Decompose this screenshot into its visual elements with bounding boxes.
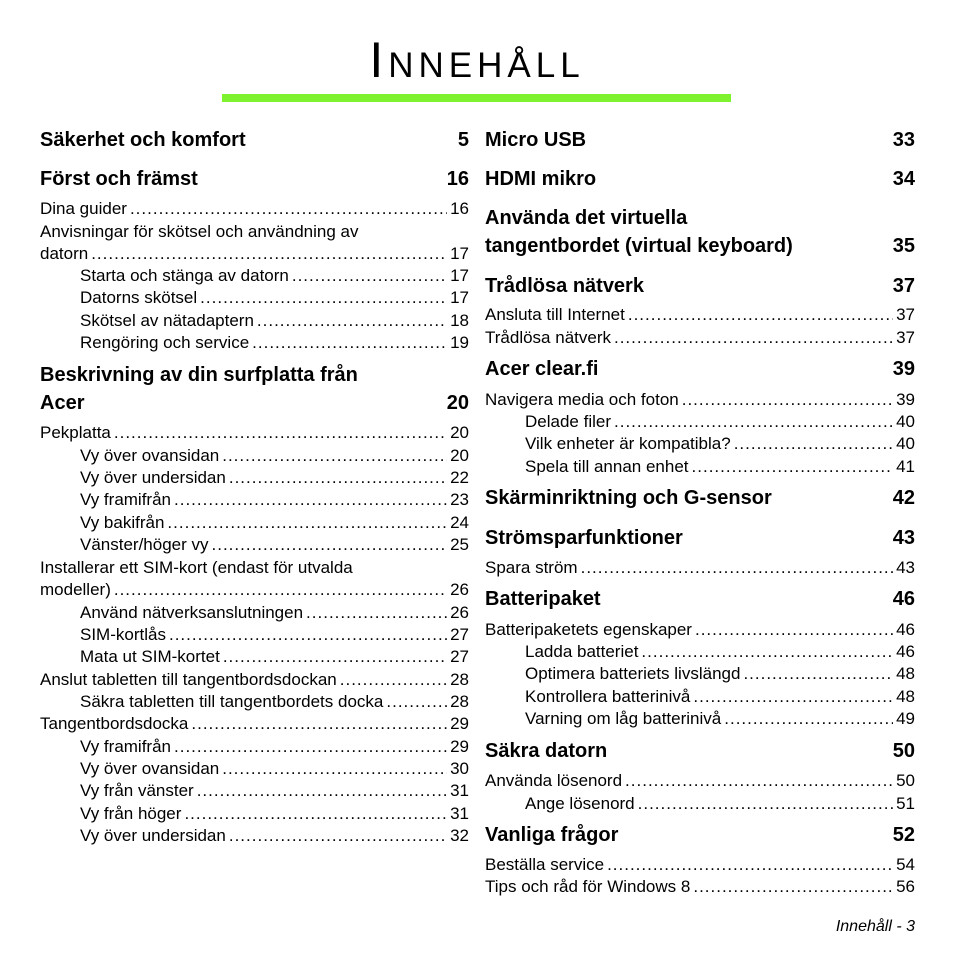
toc-entry-title: Vy över undersidan xyxy=(80,826,226,845)
dot-leader xyxy=(114,580,447,600)
toc-heading[interactable] xyxy=(40,392,469,415)
toc-page-number: 40 xyxy=(896,434,915,453)
toc-page-number: 46 xyxy=(896,620,915,639)
toc-page-number: 23 xyxy=(450,490,469,509)
toc-entry-title: Säkra tabletten till tangentbordets docka xyxy=(80,692,384,711)
dot-leader xyxy=(257,311,447,331)
toc-page-number: 52 xyxy=(892,824,915,846)
toc-page-number: 22 xyxy=(450,468,469,487)
toc-entry[interactable] xyxy=(485,328,915,348)
toc-entry-title: Vy över undersidan xyxy=(80,468,226,487)
dot-leader xyxy=(292,266,447,286)
toc-entry-title: Tangentbordsdocka xyxy=(40,714,189,733)
toc-entry-title: Acer clear.fi xyxy=(485,358,599,380)
dot-leader xyxy=(212,535,448,555)
toc-entry[interactable] xyxy=(40,423,469,443)
toc-entry-title: Använd nätverksanslutningen xyxy=(80,603,304,622)
dot-leader xyxy=(693,687,893,707)
toc-entry-title: Rengöring och service xyxy=(80,333,250,352)
toc-entry[interactable] xyxy=(40,647,469,667)
dot-leader xyxy=(581,558,893,578)
toc-heading[interactable] xyxy=(485,358,915,381)
toc-heading[interactable] xyxy=(40,168,469,191)
toc-page-number: 39 xyxy=(896,390,915,409)
toc-entry-title: Pekplatta xyxy=(40,423,111,442)
dot-leader xyxy=(692,457,894,477)
toc-entry-title: Micro USB xyxy=(485,129,587,151)
toc-entry[interactable] xyxy=(40,333,469,353)
toc-entry-title-line: Beskrivning av din surfplatta från xyxy=(40,364,358,386)
toc-entry-title: Först och främst xyxy=(40,168,198,190)
toc-entry-title: Ladda batteriet xyxy=(525,642,639,661)
toc-entry[interactable] xyxy=(40,266,469,286)
toc-page-number: 17 xyxy=(450,244,469,263)
page-footer: Innehåll - 3 xyxy=(835,918,915,935)
dot-leader xyxy=(223,647,447,667)
toc-entry[interactable] xyxy=(485,771,915,791)
dot-leader xyxy=(222,759,447,779)
toc-entry-title: Delade filer xyxy=(525,412,611,431)
dot-leader xyxy=(229,826,447,846)
toc-entry[interactable] xyxy=(40,714,469,734)
toc-entry-title: Batteripaket xyxy=(485,588,601,610)
toc-page-number: 20 xyxy=(446,392,469,414)
dot-leader xyxy=(638,794,893,814)
toc-heading[interactable] xyxy=(485,168,915,191)
toc-page-number: 50 xyxy=(896,771,915,790)
toc-entry[interactable] xyxy=(40,288,469,308)
dot-leader xyxy=(628,305,893,325)
toc-entry-title: Vy från höger xyxy=(80,804,182,823)
dot-leader xyxy=(252,333,447,353)
toc-page-number: 42 xyxy=(892,487,915,509)
dot-leader xyxy=(229,468,447,488)
toc-heading[interactable] xyxy=(485,824,915,847)
toc-page-number: 56 xyxy=(896,877,915,896)
toc-page-number: 49 xyxy=(896,709,915,728)
toc-page-number: 46 xyxy=(896,642,915,661)
toc-entry[interactable] xyxy=(40,804,469,824)
toc-page-number: 35 xyxy=(892,235,915,257)
dot-leader xyxy=(724,709,893,729)
toc-page-number: 33 xyxy=(892,129,915,151)
toc-entry-title: Vänster/höger vy xyxy=(80,535,209,554)
toc-entry[interactable] xyxy=(40,826,469,846)
toc-entry-title: Mata ut SIM-kortet xyxy=(80,647,220,666)
toc-entry[interactable] xyxy=(485,642,915,662)
dot-leader xyxy=(695,620,893,640)
toc-page-number: 27 xyxy=(450,647,469,666)
toc-heading[interactable] xyxy=(485,275,915,298)
toc-entry[interactable] xyxy=(40,513,469,533)
toc-entry[interactable] xyxy=(485,855,915,875)
toc-entry-title: Navigera media och foton xyxy=(485,390,679,409)
toc-page-number: 43 xyxy=(896,558,915,577)
toc-page-number: 37 xyxy=(896,328,915,347)
toc-entry-title: Använda lösenord xyxy=(485,771,623,790)
toc-page-number: 37 xyxy=(892,275,915,297)
toc-entry-title: Vy bakifrån xyxy=(80,513,165,532)
toc-entry[interactable] xyxy=(485,412,915,432)
dot-leader xyxy=(174,490,447,510)
toc-heading[interactable] xyxy=(485,129,915,152)
toc-entry-title: tangentbordet (virtual keyboard) xyxy=(485,235,793,257)
toc-page-number: 54 xyxy=(896,855,915,874)
toc-page-number: 24 xyxy=(450,513,469,532)
toc-entry-title: Datorns skötsel xyxy=(80,288,198,307)
toc-entry-title: Vilk enheter är kompatibla? xyxy=(525,434,731,453)
toc-entry-title: Batteripaketets egenskaper xyxy=(485,620,692,639)
toc-entry-title: Kontrollera batterinivå xyxy=(525,687,691,706)
toc-page-number: 31 xyxy=(450,804,469,823)
toc-entry-title: Spela till annan enhet xyxy=(525,457,689,476)
toc-page-number: 31 xyxy=(450,781,469,800)
toc-entry-title-line: Använda det virtuella xyxy=(485,207,688,229)
toc-entry[interactable] xyxy=(485,434,915,454)
toc-entry-title-line: Installerar ett SIM-kort (endast för utvalda xyxy=(40,558,353,577)
toc-page-number: 46 xyxy=(892,588,915,610)
toc-page-number: 17 xyxy=(450,288,469,307)
toc-entry[interactable] xyxy=(40,468,469,488)
toc-entry[interactable] xyxy=(40,625,469,645)
dot-leader xyxy=(130,199,447,219)
toc-heading[interactable] xyxy=(485,527,915,550)
toc-page-number: 28 xyxy=(450,670,469,689)
dot-leader xyxy=(222,446,447,466)
toc-entry[interactable] xyxy=(40,692,469,712)
toc-entry-title: Optimera batteriets livslängd xyxy=(525,664,741,683)
dot-leader xyxy=(607,855,893,875)
toc-entry[interactable] xyxy=(40,446,469,466)
toc-entry-title: Beställa service xyxy=(485,855,605,874)
toc-entry[interactable] xyxy=(40,670,469,690)
toc-entry[interactable] xyxy=(40,781,469,801)
toc-page-number: 43 xyxy=(892,527,915,549)
toc-page-number: 26 xyxy=(450,603,469,622)
toc-entry-title: Acer xyxy=(40,392,85,414)
toc-entry[interactable] xyxy=(40,244,469,264)
toc-entry[interactable] xyxy=(485,687,915,707)
dot-leader xyxy=(693,877,893,897)
dot-leader xyxy=(734,434,893,454)
toc-page-number: 41 xyxy=(896,457,915,476)
toc-entry[interactable] xyxy=(485,457,915,477)
toc-entry-title: Vy över ovansidan xyxy=(80,446,220,465)
toc-page-number: 16 xyxy=(446,168,469,190)
toc-entry-title: Skötsel av nätadaptern xyxy=(80,311,254,330)
toc-page-number: 26 xyxy=(450,580,469,599)
dot-leader xyxy=(340,670,447,690)
toc-entry-title: Vy från vänster xyxy=(80,781,194,800)
page-title: Innehåll xyxy=(369,32,585,88)
dot-leader xyxy=(614,412,893,432)
toc-page-number: 51 xyxy=(896,794,915,813)
dot-leader xyxy=(306,603,447,623)
toc-entry-title: Skärminriktning och G-sensor xyxy=(485,487,772,509)
toc-page-number: 30 xyxy=(450,759,469,778)
toc-page-number: 25 xyxy=(450,535,469,554)
toc-entry[interactable] xyxy=(40,311,469,331)
toc-page-number: 27 xyxy=(450,625,469,644)
toc-page-number: 28 xyxy=(450,692,469,711)
toc-page-number: 50 xyxy=(892,740,915,762)
toc-entry[interactable] xyxy=(485,305,915,325)
toc-entry-title: Vy framifrån xyxy=(80,737,172,756)
toc-entry[interactable] xyxy=(40,580,469,600)
toc-entry-title: Spara ström xyxy=(485,558,578,577)
toc-entry[interactable] xyxy=(485,877,915,897)
toc-page-number: 48 xyxy=(896,664,915,683)
dot-leader xyxy=(191,714,447,734)
dot-leader xyxy=(114,423,447,443)
toc-page-number: 18 xyxy=(450,311,469,330)
dot-leader xyxy=(625,771,893,791)
toc-entry-title: Ange lösenord xyxy=(525,794,635,813)
toc-heading[interactable] xyxy=(485,740,915,763)
toc-page-number: 19 xyxy=(450,333,469,352)
dot-leader xyxy=(641,642,893,662)
toc-heading[interactable] xyxy=(485,487,915,510)
toc-entry-title: Dina guider xyxy=(40,199,127,218)
toc-entry-title: HDMI mikro xyxy=(485,168,597,190)
toc-entry[interactable] xyxy=(40,603,469,623)
toc-entry-title: Säkra datorn xyxy=(485,740,608,762)
toc-entry[interactable] xyxy=(485,620,915,640)
toc-entry[interactable] xyxy=(40,490,469,510)
toc-page-number: 29 xyxy=(450,737,469,756)
toc-entry[interactable] xyxy=(40,535,469,555)
toc-entry-title-line: Anvisningar för skötsel och användning av xyxy=(40,222,359,241)
toc-page-number: 20 xyxy=(450,446,469,465)
toc-page-number: 5 xyxy=(457,129,469,151)
toc-entry-title: Tips och råd för Windows 8 xyxy=(485,877,691,896)
toc-entry-title: Trådlösa nätverk xyxy=(485,275,644,297)
toc-page-number: 48 xyxy=(896,687,915,706)
toc-entry[interactable] xyxy=(485,664,915,684)
toc-entry[interactable] xyxy=(485,390,915,410)
toc-page-number: 17 xyxy=(450,266,469,285)
toc-page-number: 32 xyxy=(450,826,469,845)
title-underline xyxy=(222,94,731,102)
toc-entry-title: Trådlösa nätverk xyxy=(485,328,611,347)
toc-page-number: 40 xyxy=(896,412,915,431)
dot-leader xyxy=(167,513,447,533)
toc-page-number: 16 xyxy=(450,199,469,218)
toc-page-number: 29 xyxy=(450,714,469,733)
dot-leader xyxy=(200,288,447,308)
toc-entry-title: Säkerhet och komfort xyxy=(40,129,246,151)
toc-entry-title: Strömsparfunktioner xyxy=(485,527,683,549)
toc-entry[interactable] xyxy=(485,794,915,814)
toc-entry-title: Vy framifrån xyxy=(80,490,172,509)
dot-leader xyxy=(174,737,447,757)
toc-entry-title: Varning om låg batterinivå xyxy=(525,709,722,728)
toc-entry-title: datorn xyxy=(40,244,89,263)
dot-leader xyxy=(386,692,447,712)
dot-leader xyxy=(682,390,893,410)
toc-entry[interactable] xyxy=(485,558,915,578)
toc-heading[interactable] xyxy=(485,588,915,611)
toc-entry[interactable] xyxy=(485,709,915,729)
dot-leader xyxy=(743,664,893,684)
dot-leader xyxy=(197,781,447,801)
dot-leader xyxy=(91,244,447,264)
toc-entry-title: SIM-kortlås xyxy=(80,625,166,644)
toc-entry[interactable] xyxy=(40,737,469,757)
toc-entry-title: Starta och stänga av datorn xyxy=(80,266,289,285)
toc-entry[interactable] xyxy=(40,759,469,779)
toc-page-number: 34 xyxy=(892,168,915,190)
toc-heading[interactable] xyxy=(485,235,915,258)
dot-leader xyxy=(169,625,447,645)
toc-page-number: 39 xyxy=(892,358,915,380)
toc-page-number: 20 xyxy=(450,423,469,442)
toc-entry-title: Vanliga frågor xyxy=(485,824,619,846)
toc-entry[interactable] xyxy=(40,199,469,219)
toc-entry-title: Ansluta till Internet xyxy=(485,305,625,324)
toc-entry-title: Anslut tabletten till tangentbordsdockan xyxy=(40,670,337,689)
dot-leader xyxy=(614,328,893,348)
toc-page-number: 37 xyxy=(896,305,915,324)
toc-heading[interactable] xyxy=(40,129,469,152)
toc-entry-title: modeller) xyxy=(40,580,111,599)
dot-leader xyxy=(184,804,447,824)
toc-entry-title: Vy över ovansidan xyxy=(80,759,220,778)
